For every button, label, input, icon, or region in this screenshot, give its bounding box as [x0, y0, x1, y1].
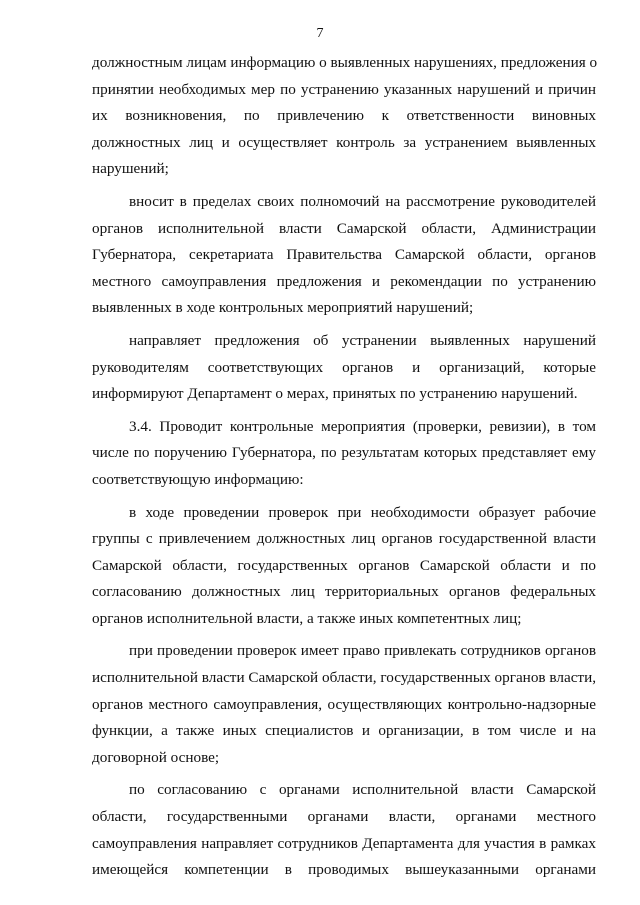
paragraph-line: должностным лицам информацию о выявленных нарушениях, предложения о [92, 54, 598, 71]
paragraph-line: руководителям соответствующих органов и организаций, которые [92, 358, 596, 376]
paragraph-line: вносит в пределах своих полномочий на рассмотрение руководителей [129, 192, 596, 210]
paragraph-line: принятии необходимых мер по устранению указанных нарушений и причин [92, 80, 596, 98]
paragraph-line: в ходе проведении проверок при необходимости образует рабочие [129, 503, 596, 521]
paragraph-line: самоуправления направляет сотрудников Департамента для участия в рамках [92, 834, 596, 852]
paragraph-line: Губернатора, секретариата Правительства Самарской области, органов [92, 246, 596, 264]
paragraph [92, 638, 596, 771]
page-number: 7 [316, 26, 324, 41]
paragraph [92, 50, 596, 183]
paragraph-line: выявленных в ходе контрольных мероприятий нарушений; [92, 299, 474, 317]
paragraph [92, 500, 596, 633]
paragraph-line: группы с привлечением должностных лиц органов государственной власти [92, 530, 596, 548]
paragraph-line: функции, а также иных специалистов и организации, в том числе и на [92, 722, 596, 740]
paragraph-line: соответствующую информацию: [92, 470, 304, 488]
paragraph-line: 3.4. Проводит контрольные мероприятия (проверки, ревизии), в том [129, 417, 596, 435]
paragraph-line: договорной основе; [92, 748, 220, 766]
paragraph-line: органов местного самоуправления, осуществляющих контрольно-надзорные [92, 695, 596, 713]
paragraph-line: их возникновения, по привлечению к ответственности виновных [92, 107, 596, 125]
paragraph-line: при проведении проверок имеет право привлекать сотрудников органов [129, 642, 596, 660]
paragraph-line: имеющейся компетенции в проводимых вышеуказанными органами [92, 861, 596, 879]
paragraph [92, 777, 596, 883]
paragraph-line: направляет предложения об устранении выявленных нарушений [129, 331, 596, 349]
paragraph-line: нарушений; [92, 160, 169, 178]
paragraph-line: области, государственными органами власти, органами местного [92, 808, 596, 826]
paragraph-line: Самарской области, государственных органов Самарской области и по [92, 556, 596, 574]
paragraph-line: по согласованию с органами исполнительной власти Самарской [129, 781, 596, 799]
paragraph-line: числе по поручению Губернатора, по результатам которых представляет ему [92, 444, 596, 462]
paragraph-line: органов исполнительной власти Самарской области, Администрации [92, 219, 596, 237]
paragraph-line: должностных лиц и осуществляет контроль за устранением выявленных [92, 133, 596, 151]
paragraph [92, 189, 596, 322]
paragraph-line: информируют Департамент о мерах, принятых по устранению нарушений. [92, 385, 578, 403]
paragraph [92, 414, 596, 494]
paragraph-line: согласованию должностных лиц территориальных органов федеральных [92, 583, 596, 601]
paragraph-line: органов исполнительной власти, а также иных компетентных лиц; [92, 609, 522, 627]
paragraph-line: местного самоуправления предложения и рекомендации по устранению [92, 272, 596, 290]
paragraph-line: исполнительной власти Самарской области, государственных органов власти, [92, 669, 596, 687]
paragraph [92, 328, 596, 408]
document-body [92, 50, 596, 884]
